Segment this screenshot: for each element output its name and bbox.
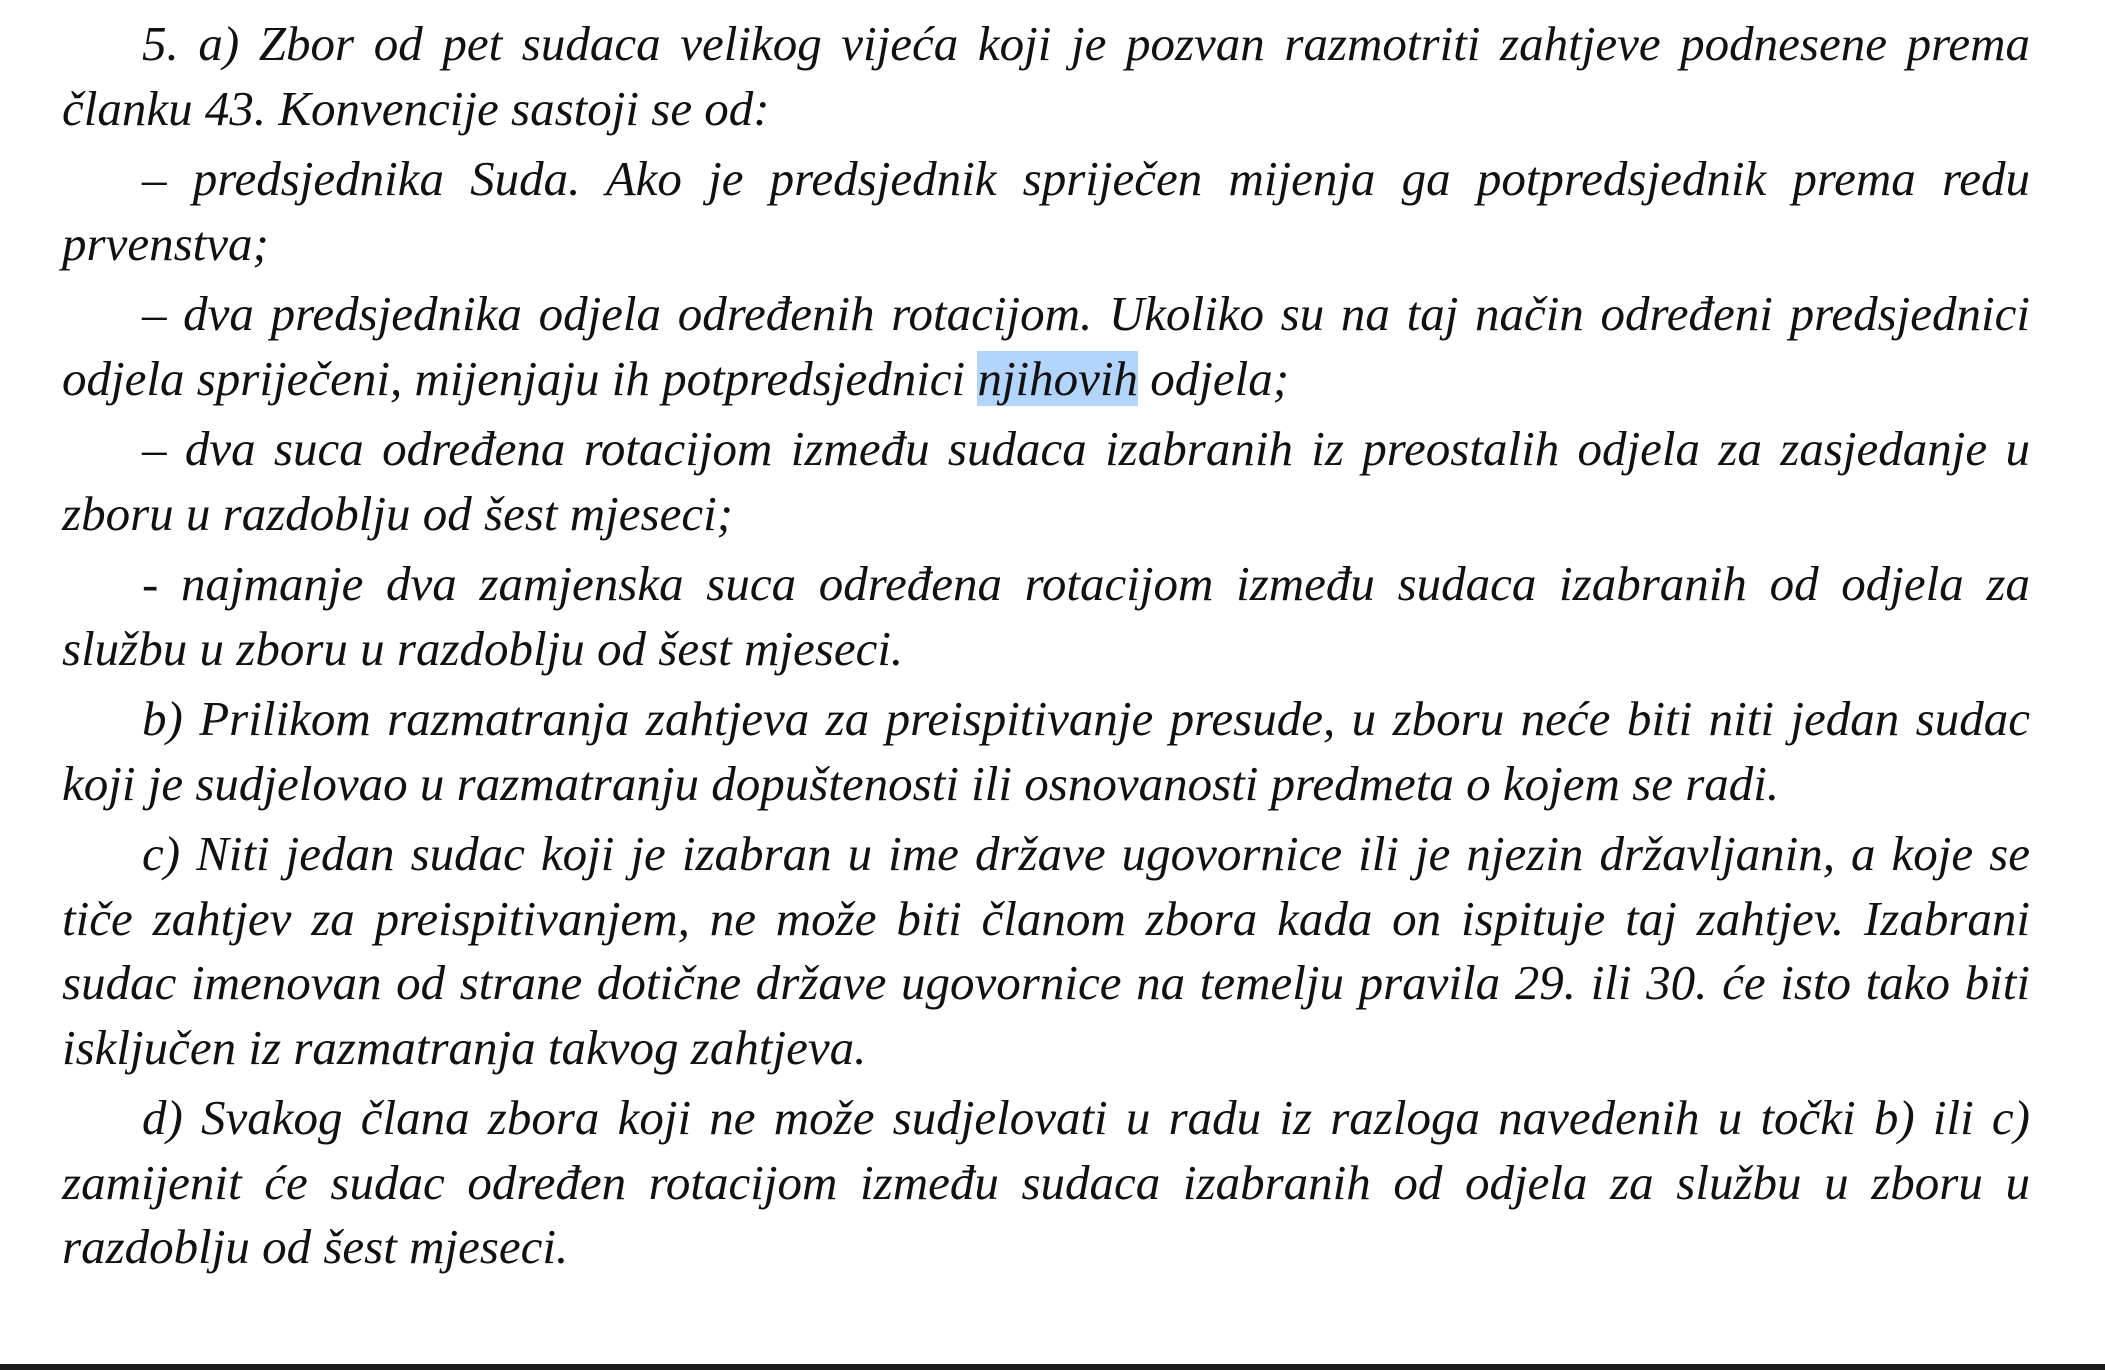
paragraph-text: – dva predsjednika odjela određenih rotacijom. Ukoliko su na taj način određeni predsjednici odjela spriječeni, mijenjaju ih potpredsjednici — [62, 286, 2030, 406]
paragraph-5a-item-2[interactable] — [62, 282, 2030, 411]
selected-text-highlight[interactable]: njihovih — [977, 350, 1139, 406]
window-bottom-border — [0, 1364, 2105, 1370]
paragraph-5a-item-1[interactable]: – predsjednika Suda. Ako je predsjednik spriječen mijenja ga potpredsjednik prema redu prvenstva; — [62, 151, 2030, 271]
paragraph-5b[interactable]: b) Prilikom razmatranja zahtjeva za preispitivanje presude, u zboru neće biti niti jedan sudac koji je sudjelovao u razmatranju dopuštenosti ili osnovanosti predmeta o kojem se radi. — [62, 691, 2030, 811]
document-body — [62, 12, 2030, 1280]
paragraph-5a-item-4[interactable]: - najmanje dva zamjenska suca određena rotacijom između sudaca izabranih od odjela za službu u zboru u razdoblju od šest mjeseci. — [62, 556, 2030, 676]
paragraph-5a[interactable]: 5. a) Zbor od pet sudaca velikog vijeća koji je pozvan razmotriti zahtjeve podnesene prema članku 43. Konvencije sastoji se od: — [62, 16, 2030, 136]
paragraph-5a-item-3[interactable]: – dva suca određena rotacijom između sudaca izabranih iz preostalih odjela za zasjedanje u zboru u razdoblju od šest mjeseci; — [62, 421, 2030, 541]
paragraph-5d[interactable]: d) Svakog člana zbora koji ne može sudjelovati u radu iz razloga navedenih u točki b) ili c) zamijenit će sudac određen rotacijom između sudaca izabranih od odjela za službu u zboru u razdoblju od šest mjeseci. — [62, 1090, 2030, 1274]
paragraph-text: odjela; — [1138, 350, 1290, 406]
paragraph-5c[interactable]: c) Niti jedan sudac koji je izabran u ime države ugovornice ili je njezin državljanin, a koje se tiče zahtjev za preispitivanjem, ne može biti članom zbora kada on ispituje taj zahtjev. Izabrani sudac imenovan od strane dotične države ugovornice na temelju pravila 29. ili 30. će isto tako biti isključen iz razmatranja takvog zahtjeva. — [62, 826, 2030, 1075]
